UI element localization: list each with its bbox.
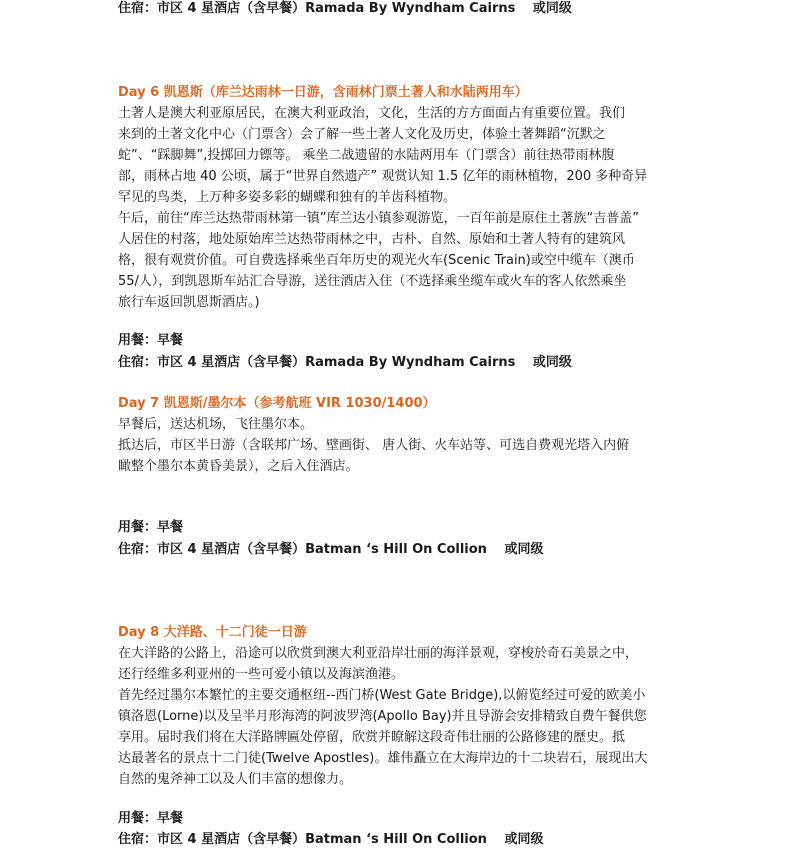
day8-meal: 用餐：早餐: [118, 811, 184, 826]
day6-body-line: 土著人是澳大利亚原居民，在澳大利亚政治，文化，生活的方方面面占有重要位置。我们: [118, 106, 626, 121]
day6-body-line: 旅行车返回凯恩斯酒店。): [118, 295, 260, 310]
day6-meal: 用餐：早餐: [118, 333, 184, 348]
day6-body-line: 午后，前往“库兰达热带雨林第一镇”库兰达小镇参观游览，一百年前是原住土著族“吉普盖”: [118, 211, 639, 226]
day6-stay: 住宿：市区 4 星酒店（含早餐）Ramada By Wyndham Cairns 或同级: [118, 355, 572, 370]
day8-body: [118, 643, 647, 790]
day8-stay: 住宿：市区 4 星酒店（含早餐）Batman ‘s Hill On Collion 或同级: [118, 832, 544, 847]
day8-body-line: 享用。届时我们将在大洋路牌匾处停留，欣赏并瞭解这段奇伟壮丽的公路修建的歷史。抵: [118, 730, 626, 745]
day6-body-line: 罕见的鸟类，上万种多姿多彩的蝴蝶和独有的羊齿科植物。: [118, 190, 457, 205]
day7-body-line: 早餐后，送达机场，飞往墨尔本。: [118, 417, 314, 432]
day6-body-line: 格，很有观赏价值。可自费选择乘坐百年历史的观光火车(Scenic Train)或空中缆车（澳币: [118, 253, 635, 268]
day8-body-line: 达最著名的景点十二门徒(Twelve Apostles)。雄伟矗立在大海岸边的十二块岩石，展现出大: [118, 751, 648, 766]
day7-stay: 住宿：市区 4 星酒店（含早餐）Batman ‘s Hill On Collion 或同级: [118, 542, 544, 557]
day7-meal: 用餐：早餐: [118, 520, 184, 535]
day7-title: Day 7 凯恩斯/墨尔本（参考航班 VIR 1030/1400）: [118, 396, 436, 411]
day8-body-line: 还行经维多利亚州的一些可爱小镇以及海滨渔港。: [118, 667, 405, 682]
day6-body-line: 部，雨林占地 40 公顷，属于“世界自然遗产” 观赏认知 1.5 亿年的雨林植物，200 多种奇异: [118, 169, 648, 184]
day6-title: Day 6 凯恩斯（库兰达雨林一日游，含雨林门票土著人和水陆两用车）: [118, 85, 528, 100]
day6-body: [118, 103, 647, 313]
day7-body: [118, 414, 629, 477]
day6-body-line: 蛇”、“踩脚舞”,投掷回力镖等。 乘坐二战遗留的水陆两用车（门票含）前往热带雨林腹: [118, 148, 615, 163]
day7-body-line: 抵达后，市区半日游（含联邦广场、壁画街、 唐人街、火车站等、可选自费观光塔入内俯: [118, 438, 630, 453]
day8-body-line: 镇洛恩(Lorne)以及呈半月形海湾的阿波罗湾(Apollo Bay)并且导游会安排精致自费午餐供您: [118, 709, 647, 724]
day8-title: Day 8 大洋路、十二门徒一日游: [118, 625, 307, 640]
day8-body-line: 在大洋路的公路上，沿途可以欣赏到澳大利亚沿岸壮丽的海洋景观，穿梭於奇石美景之中，: [118, 646, 639, 661]
day8-body-line: 自然的鬼斧神工以及人们丰富的想像力。: [118, 772, 353, 787]
day6-body-line: 来到的土著文化中心（门票含）会了解一些土著人文化及历史，体验土著舞蹈“沉默之: [118, 127, 606, 142]
day6-body-line: 人居住的村落，地处原始库兰达热带雨林之中，古朴、自然、原始和土著人特有的建筑风: [118, 232, 626, 247]
day8-body-line: 首先经过墨尔本繁忙的主要交通枢纽--西门桥(West Gate Bridge),以俯览经过可爱的欧美小: [118, 688, 646, 703]
day7-body-line: 瞰整个墨尔本黄昏美景），之后入住酒店。: [118, 459, 359, 474]
top-stay-line: 住宿：市区 4 星酒店（含早餐）Ramada By Wyndham Cairns 或同级: [118, 1, 572, 16]
day6-body-line: 55/人），到凯恩斯车站汇合导游，送往酒店入住（不选择乘坐缆车或火车的客人依然乘坐: [118, 274, 627, 289]
